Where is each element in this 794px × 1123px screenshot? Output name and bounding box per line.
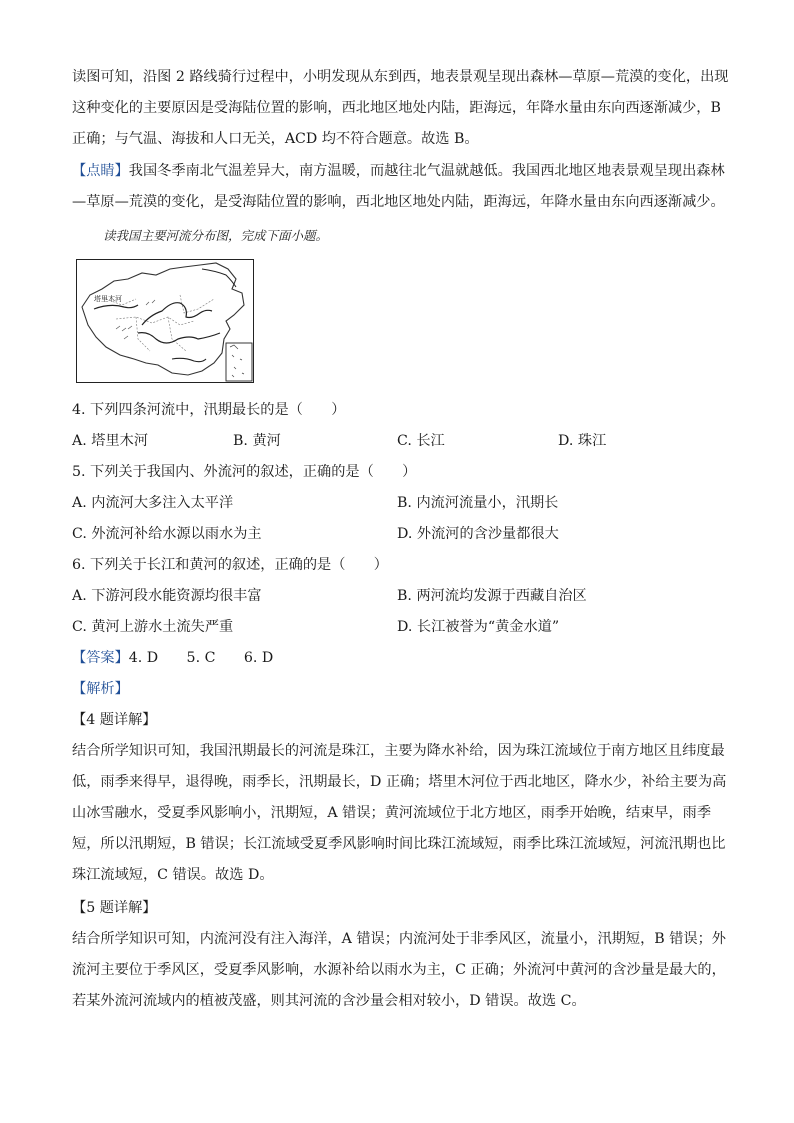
q4-option-b: B. 黄河 — [233, 433, 281, 449]
q4-option-d: D. 珠江 — [558, 433, 607, 449]
d4-line-1: 结合所学知识可知，我国汛期最长的河流是珠江，主要为降水补给，因为珠江流域位于南方地区且纬度最 — [72, 743, 725, 759]
q6-stem: 6. 下列关于长江和黄河的叙述，正确的是（ ） — [72, 557, 388, 573]
d4-title: 【4 题详解】 — [72, 712, 157, 728]
answer-label: 【答案】 — [72, 650, 129, 666]
d5-line-1: 结合所学知识可知，内流河没有注入海洋，A 错误；内流河处于非季风区，流量小，汛期短，B 错误；外 — [72, 931, 726, 947]
d5-line-3: 若某外流河流域内的植被茂盛，则其河流的含沙量会相对较小，D 错误。故选 C。 — [72, 993, 586, 1009]
south-china-sea-inset — [226, 343, 252, 381]
q6-option-d: D. 长江被誉为“黄金水道” — [397, 619, 560, 635]
q5-option-d: D. 外流河的含沙量都很大 — [397, 526, 559, 542]
dianjing-label: 【点睛】 — [72, 163, 129, 179]
d5-title: 【5 题详解】 — [72, 900, 157, 916]
dianjing-text-1: 我国冬季南北气温差异大，南方温暖，而越往北气温就越低。我国西北地区地表景观呈现出森林 — [128, 163, 725, 179]
intro-line-3: 正确；与气温、海拔和人口无关，ACD 均不符合题意。故选 B。 — [72, 131, 479, 147]
q4-option-c: C. 长江 — [397, 433, 445, 449]
q6-option-a: A. 下游河段水能资源均很丰富 — [72, 588, 262, 604]
d4-line-3: 山冰雪融水，受夏季风影响小，汛期短，A 错误；黄河流域位于北方地区，雨季开始晚，结束早，雨季 — [72, 805, 712, 821]
river-map — [76, 259, 254, 383]
q5-option-a: A. 内流河大多注入太平洋 — [72, 495, 234, 511]
d5-line-2: 流河主要位于季风区，受夏季风影响，水源补给以雨水为主，C 正确；外流河中黄河的含沙量是最大的， — [72, 962, 726, 978]
d4-line-5: 珠江流域短，C 错误。故选 D。 — [72, 867, 274, 883]
dianjing-line-2: —草原—荒漠的变化，是受海陆位置的影响，西北地区地处内陆，距海远，年降水量由东向西逐渐减少。 — [72, 194, 725, 210]
dianjing-line-1 — [72, 161, 725, 181]
q6-option-b: B. 两河流均发源于西藏自治区 — [397, 588, 587, 604]
q5-option-c: C. 外流河补给水源以雨水为主 — [72, 526, 262, 542]
intro-line-1: 读图可知，沿图 2 路线骑行过程中，小明发现从东到西，地表景观呈现出森林—草原—荒漠的变化，出现 — [72, 69, 729, 85]
intro-line-2: 这种变化的主要原因是受海陆位置的影响，西北地区地处内陆，距海远，年降水量由东向西逐渐减少，B — [72, 100, 721, 116]
map-caption: 读我国主要河流分布图，完成下面小题。 — [103, 228, 329, 243]
q5-stem: 5. 下列关于我国内、外流河的叙述，正确的是（ ） — [72, 464, 417, 480]
answer-line — [72, 648, 273, 668]
q4-stem: 4. 下列四条河流中，汛期最长的是（ ） — [72, 402, 346, 418]
map-label-tarim: 塔里木河 — [94, 295, 122, 303]
q4-option-a: A. 塔里木河 — [72, 433, 149, 449]
analysis-label: 【解析】 — [72, 681, 129, 697]
q6-option-c: C. 黄河上游水土流失严重 — [72, 619, 234, 635]
q5-option-b: B. 内流河流量小，汛期长 — [397, 495, 559, 511]
d4-line-2: 低，雨季来得早，退得晚，雨季长，汛期最长，D 正确；塔里木河位于西北地区，降水少，补给主要为高 — [72, 774, 727, 790]
answer-values: 4. D 5. C 6. D — [128, 650, 274, 666]
d4-line-4: 短，所以汛期短，B 错误；长江流域受夏季风影响时间比珠江流域短，雨季比珠江流域短，河流汛期也比 — [72, 836, 726, 852]
